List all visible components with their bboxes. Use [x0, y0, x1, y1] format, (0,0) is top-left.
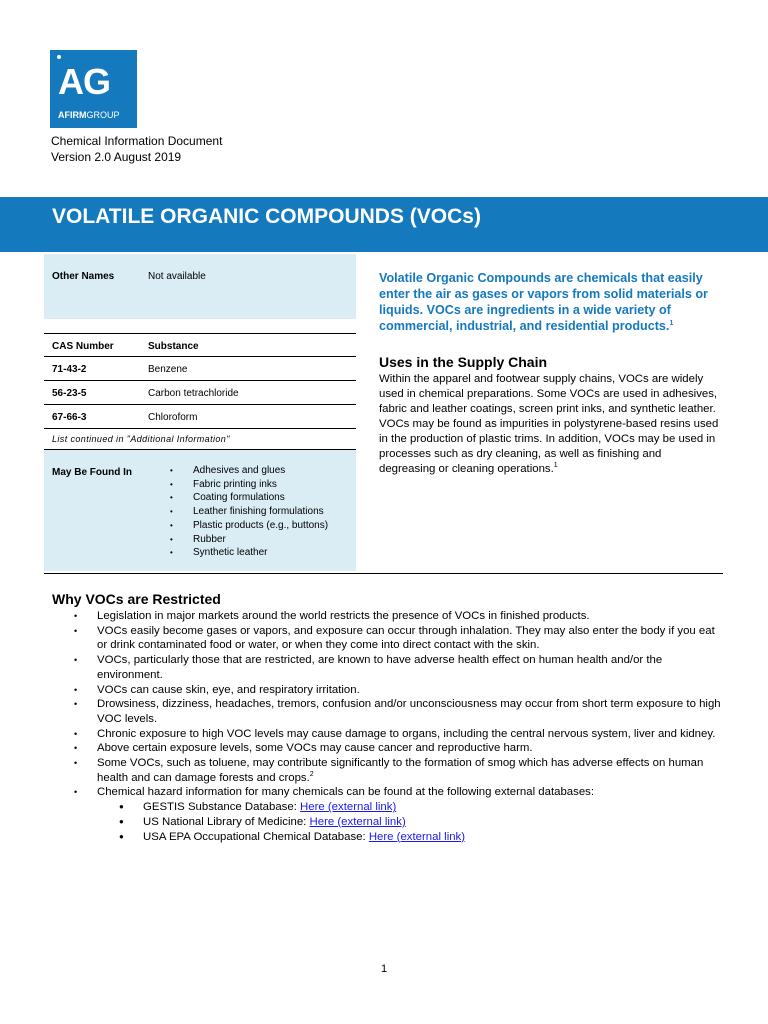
nlm-external-link[interactable]: Here (external link)	[309, 815, 406, 828]
logo-group-rest: GROUP	[86, 110, 120, 120]
supply-chain-text: Within the apparel and footwear supply chains, VOCs are widely used in chemical preparations. Some VOCs are used in adhesives, fabric and leather coatings, screen print inks, and synthetic leather. VOCs may be found as impurities in polystyrene-based resins used in the production of plastic trims. In addition, VOCs may be used in processes such as dry cleaning, as well as finishing and degreasing or cleaning operations.	[379, 373, 719, 475]
cas-number: 56-23-5	[52, 388, 87, 399]
supply-chain-heading: Uses in the Supply Chain	[379, 354, 548, 370]
smog-item-text: Some VOCs, such as toluene, may contribute significantly to the formation of smog which has adverse effects on human health and can damage forests and crops.	[97, 757, 704, 784]
footnote-ref: 1	[669, 319, 674, 327]
list-item: • Leather finishing formulations	[164, 505, 328, 519]
list-item	[52, 785, 722, 844]
afirm-logo	[50, 50, 137, 128]
list-item: • Adhesives and glues	[164, 464, 328, 478]
list-item: • Synthetic leather	[164, 546, 328, 560]
table-row	[44, 357, 356, 380]
description-panel	[379, 270, 719, 477]
list-item: • Plastic products (e.g., buttons)	[164, 519, 328, 533]
database-name: GESTIS Substance Database:	[143, 801, 301, 814]
may-be-found-label: May Be Found In	[52, 467, 132, 478]
intro-text: Volatile Organic Compounds are chemicals that easily enter the air as gases or vapors from solid materials or liquids. VOCs are ingredients in a wide variety of commercial, industrial, and residential products.	[379, 271, 708, 333]
list-item: • Drowsiness, dizziness, headaches, tremors, confusion and/or unconsciousness may occur from short term exposure to high VOC levels.	[52, 697, 722, 726]
supply-chain-paragraph	[379, 372, 719, 477]
logo-dot	[57, 55, 61, 59]
database-item	[97, 800, 722, 815]
databases-intro: Chemical hazard information for many chemicals can be found at the following external databases:	[97, 786, 595, 799]
cas-list-note-text: List continued in "Additional Information"	[52, 434, 230, 444]
substance-name: Carbon tetrachloride	[148, 388, 239, 399]
page-number: 1	[380, 963, 388, 975]
database-list	[97, 800, 722, 844]
epa-external-link[interactable]: Here (external link)	[368, 830, 466, 843]
database-item	[97, 815, 722, 830]
table-row	[44, 404, 356, 428]
other-names-label: Other Names	[52, 271, 115, 282]
list-item	[52, 756, 722, 785]
list-item: • VOCs easily become gases or vapors, and exposure can occur through inhalation. They may also enter the body if you eat or drink contaminated food or water, or when they come into direct contact with the skin.	[52, 624, 722, 653]
intro-paragraph	[379, 270, 719, 334]
logo-group-text	[58, 110, 120, 120]
gestis-external-link[interactable]: Here (external link)	[300, 801, 397, 814]
document-meta	[51, 133, 222, 165]
cas-header-substance: Substance	[148, 341, 199, 352]
may-be-found-list	[164, 464, 328, 560]
page-title: VOLATILE ORGANIC COMPOUNDS (VOCs)	[52, 205, 481, 228]
section-divider	[44, 573, 723, 574]
list-item: • Fabric printing inks	[164, 478, 328, 492]
cas-header-number: CAS Number	[52, 341, 114, 352]
why-restricted-section	[52, 591, 722, 844]
cas-table-header	[44, 333, 356, 357]
why-restricted-list	[52, 609, 722, 844]
database-name: USA EPA Occupational Chemical Database:	[143, 830, 369, 843]
other-names-value: Not available	[148, 271, 206, 282]
why-restricted-heading: Why VOCs are Restricted	[52, 591, 221, 607]
logo-letters: AG	[58, 61, 110, 102]
other-names-box	[44, 254, 356, 319]
list-item: • Rubber	[164, 533, 328, 547]
document-version: Version 2.0 August 2019	[51, 150, 182, 164]
title-banner	[0, 197, 768, 252]
info-panel	[44, 254, 356, 571]
substance-name: Chloroform	[148, 412, 198, 423]
footnote-ref: 1	[553, 462, 558, 470]
list-item: • Coating formulations	[164, 491, 328, 505]
may-be-found-box	[44, 449, 356, 571]
cas-list-note	[44, 428, 356, 449]
database-item	[97, 830, 722, 845]
substance-name: Benzene	[148, 364, 188, 375]
footnote-ref: 2	[309, 770, 314, 778]
cas-table	[44, 333, 356, 449]
list-item: • Chronic exposure to high VOC levels may cause damage to organs, including the central nervous system, liver and kidney.	[52, 727, 722, 742]
document-type: Chemical Information Document	[51, 134, 223, 148]
database-name: US National Library of Medicine:	[143, 815, 310, 828]
logo-group-bold: AFIRM	[58, 110, 87, 120]
table-row	[44, 380, 356, 404]
list-item: • Legislation in major markets around the world restricts the presence of VOCs in finished products.	[52, 609, 722, 624]
cas-number: 67-66-3	[52, 412, 87, 423]
list-item: • VOCs, particularly those that are restricted, are known to have adverse health effect on human health and/or the environment.	[52, 653, 722, 682]
cas-number: 71-43-2	[52, 364, 87, 375]
list-item: • Above certain exposure levels, some VOCs may cause cancer and reproductive harm.	[52, 741, 722, 756]
list-item: • VOCs can cause skin, eye, and respiratory irritation.	[52, 683, 722, 698]
